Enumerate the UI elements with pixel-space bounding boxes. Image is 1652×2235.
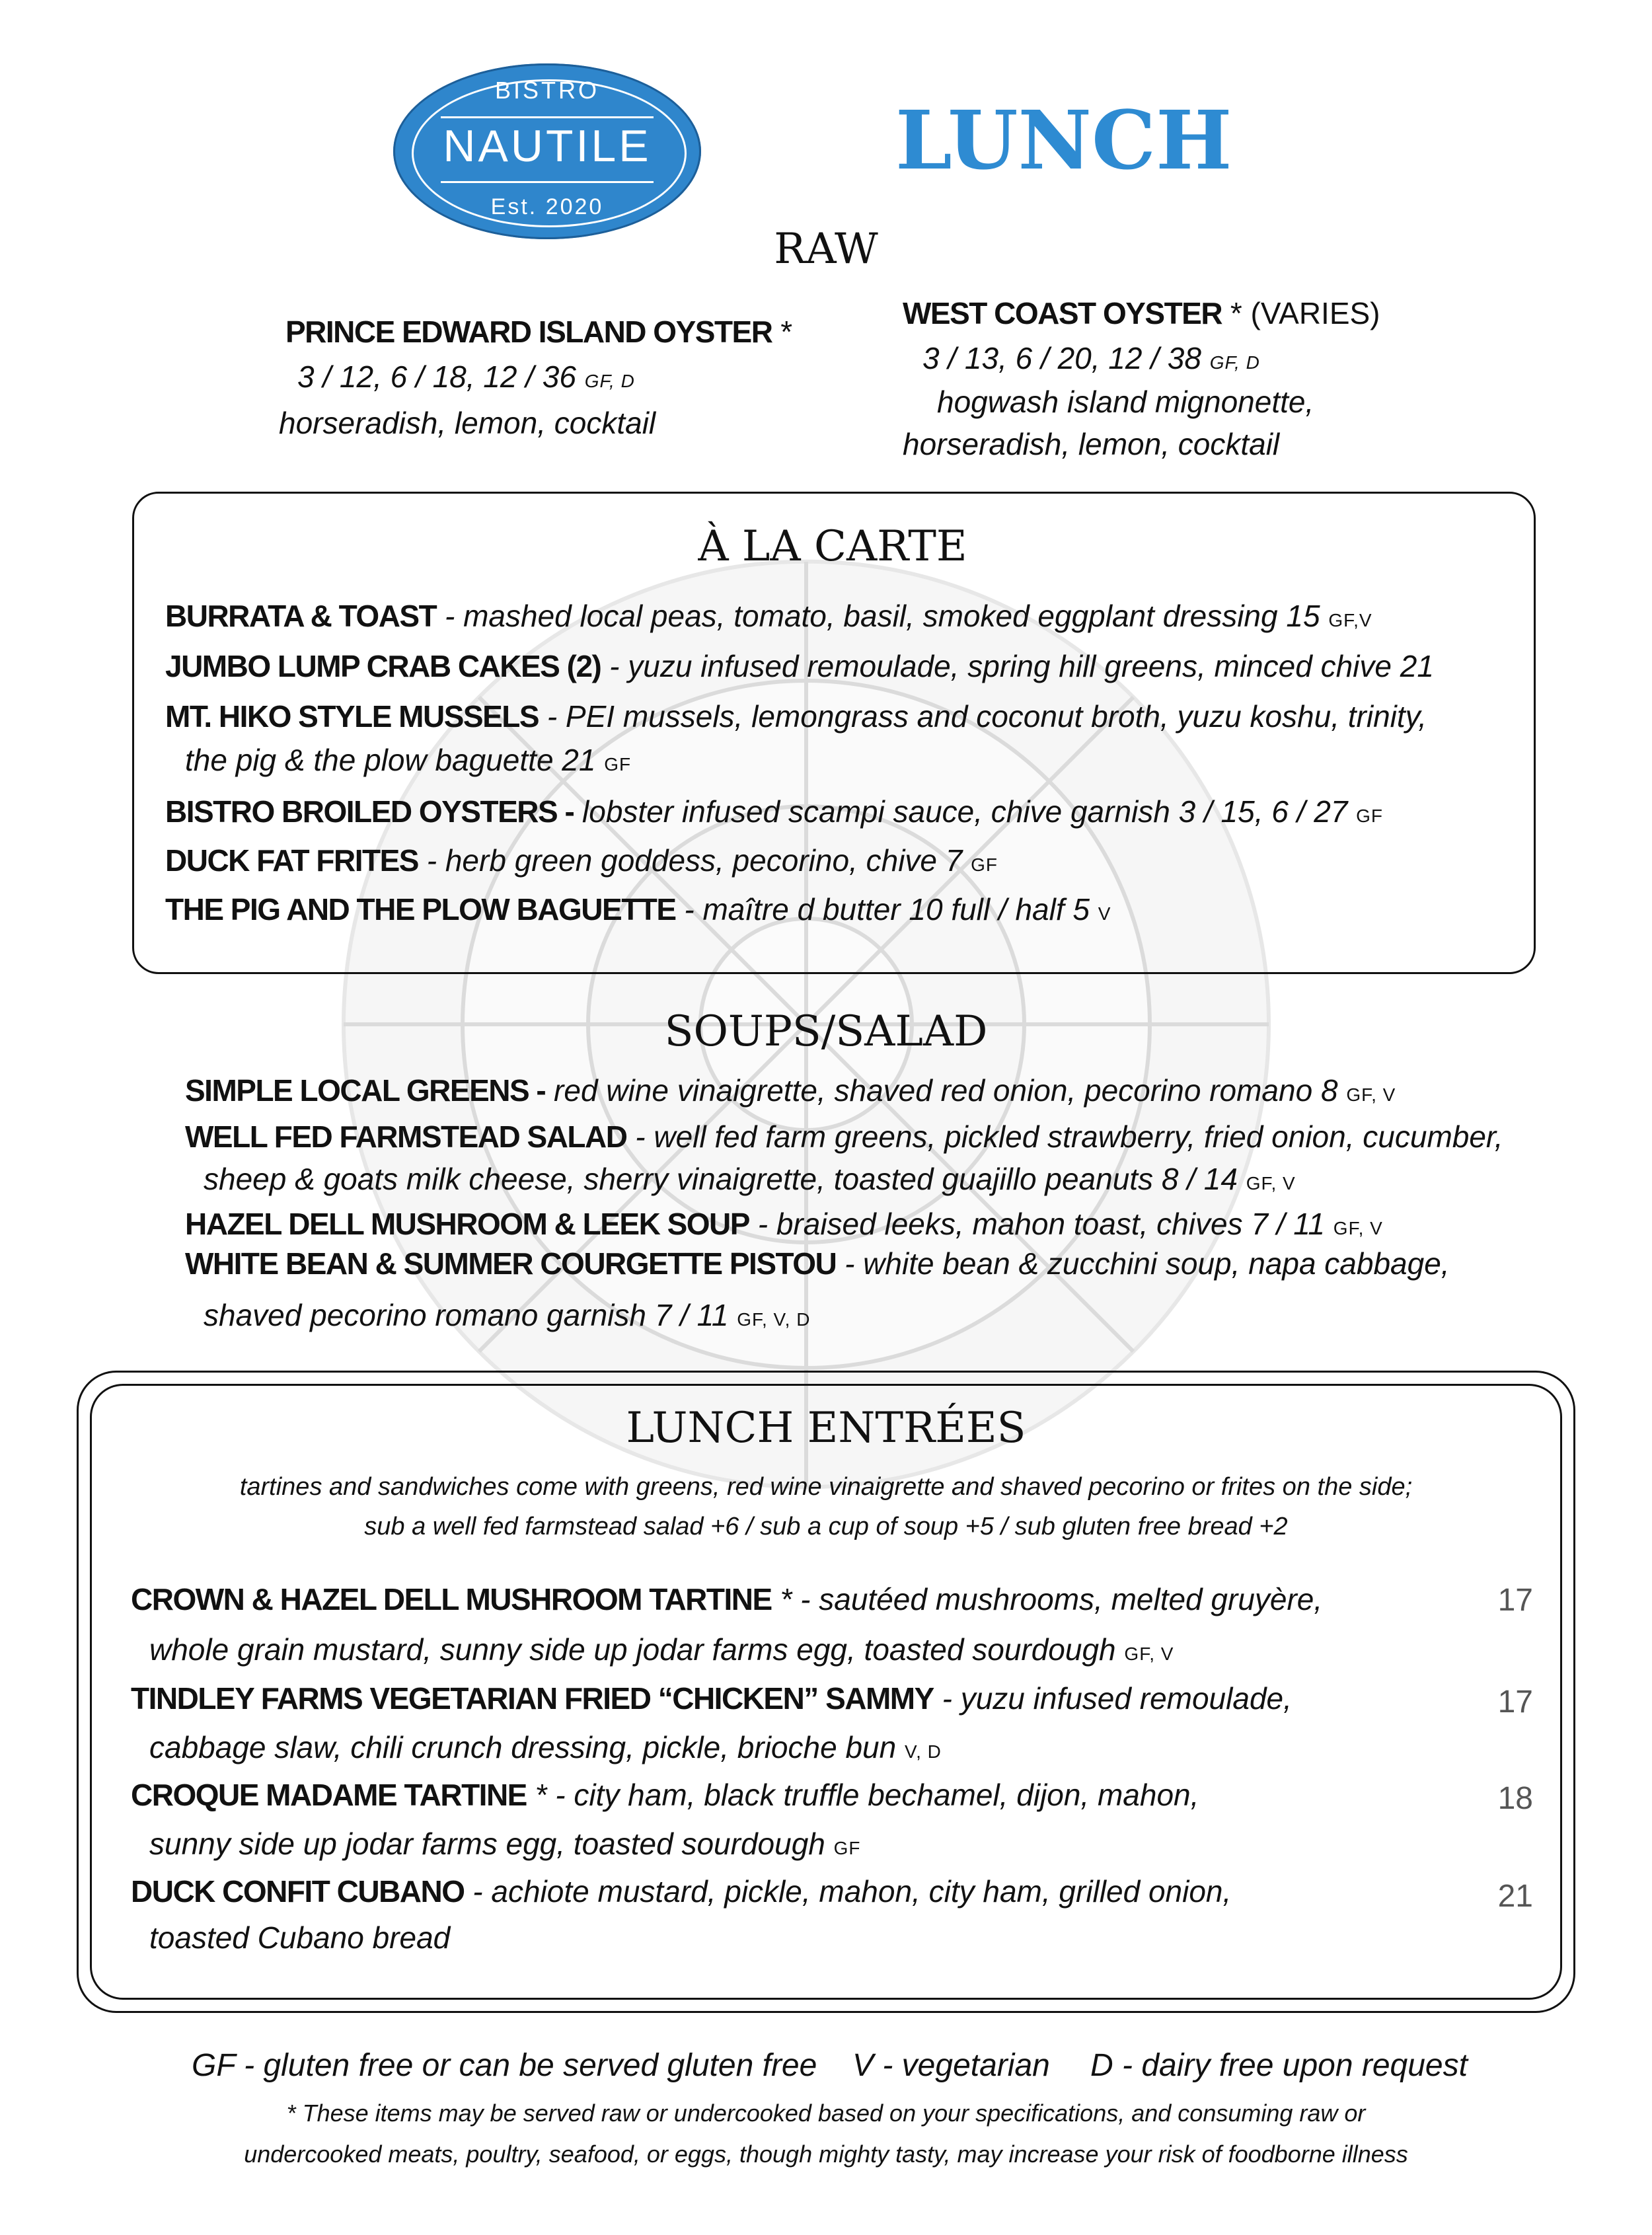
soups-salad-heading: SOUPS/SALAD	[664, 1007, 988, 1056]
item-tags: GF, V	[1333, 1218, 1383, 1238]
item-desc: * - city ham, black truffle bechamel, dijon, mahon,	[526, 1778, 1199, 1812]
west-oyster-title	[903, 293, 1380, 333]
item-desc: sunny side up jodar farms egg, toasted sourdough	[149, 1827, 825, 1861]
item-name: HAZEL DELL MUSHROOM & LEEK SOUP	[185, 1207, 749, 1241]
item-tags: GF	[604, 754, 632, 775]
item-desc: the pig & the plow baguette 21	[185, 743, 596, 777]
entrees-heading: LUNCH ENTRÉES	[626, 1404, 1026, 1453]
item-tags: GF, V	[1246, 1173, 1296, 1193]
item-tags: GF	[971, 854, 998, 875]
a-la-carte-heading: À LA CARTE	[698, 522, 967, 571]
legend-d: D - dairy free upon request	[1090, 2048, 1468, 2083]
menu-item	[165, 697, 1427, 736]
item-tags: GF	[1356, 806, 1384, 826]
item-price: 17	[1497, 1685, 1533, 1720]
item-name: CROQUE MADAME TARTINE	[131, 1778, 527, 1812]
legend-v: V - vegetarian	[852, 2048, 1050, 2083]
item-desc: - maître d butter 10 full / half 5	[675, 892, 1090, 927]
item-desc: - braised leeks, mahon toast, chives 7 / 11	[749, 1207, 1326, 1241]
menu-item	[165, 890, 1111, 934]
item-desc: - achiote mustard, pickle, mahon, city ham, grilled onion,	[464, 1874, 1232, 1909]
item-desc: - mashed local peas, tomato, basil, smoked eggplant dressing 15	[436, 599, 1320, 633]
item-desc: red wine vinaigrette, shaved red onion, pecorino romano 8	[545, 1073, 1338, 1108]
pei-oyster-title	[285, 312, 792, 352]
menu-item-cont	[204, 1159, 1296, 1203]
item-tags: GF	[833, 1838, 861, 1858]
west-prices-text: 3 / 13, 6 / 20, 12 / 38	[922, 341, 1201, 375]
item-name: WHITE BEAN & SUMMER COURGETTE PISTOU	[185, 1246, 837, 1281]
menu-item	[185, 1117, 1503, 1156]
logo-name-text: NAUTILE	[443, 121, 652, 171]
bistro-nautile-logo	[393, 63, 704, 242]
pei-oyster-desc: horseradish, lemon, cocktail	[279, 406, 656, 440]
item-name: WELL FED FARMSTEAD SALAD	[185, 1119, 627, 1154]
west-oyster-name: WEST COAST OYSTER	[903, 296, 1222, 330]
logo-est-text: Est. 2020	[490, 194, 604, 219]
west-oyster-star: * (VARIES)	[1222, 296, 1380, 330]
west-tags: GF, D	[1209, 352, 1260, 373]
raw-heading: RAW	[774, 225, 878, 274]
menu-item-cont	[149, 1824, 861, 1868]
item-desc: - white bean & zucchini soup, napa cabbage,	[836, 1246, 1450, 1281]
item-tags: V	[1098, 903, 1111, 924]
menu-item	[131, 1872, 1231, 1911]
menu-item-cont	[149, 1727, 942, 1772]
menu-item	[165, 646, 1434, 686]
item-desc: - well fed farm greens, pickled strawberry, fried onion, cucumber,	[626, 1119, 1503, 1154]
pei-oyster-name: PRINCE EDWARD ISLAND OYSTER	[285, 315, 772, 349]
item-name: DUCK FAT FRITES	[165, 843, 418, 878]
disclaimer-line-1: * These items may be served raw or undercooked based on your specifications, and consuming raw or	[286, 2100, 1366, 2127]
item-tags: GF, V	[1124, 1644, 1174, 1664]
item-desc: shaved pecorino romano garnish 7 / 11	[204, 1298, 729, 1332]
item-tags: GF, V	[1346, 1084, 1396, 1105]
item-desc: lobster infused scampi sauce, chive garnish 3 / 15, 6 / 27	[574, 794, 1348, 829]
item-price: 17	[1497, 1583, 1533, 1618]
menu-item	[165, 841, 998, 885]
menu-item	[131, 1679, 1292, 1718]
west-oyster-desc2: horseradish, lemon, cocktail	[903, 427, 1280, 461]
item-name: TINDLEY FARMS VEGETARIAN FRIED “CHICKEN” SAMMY	[131, 1681, 934, 1716]
logo-bistro-text: BISTRO	[494, 77, 599, 104]
item-desc: - yuzu infused remoulade, spring hill greens, minced chive 21	[601, 649, 1434, 683]
item-name: CROWN & HAZEL DELL MUSHROOM TARTINE	[131, 1582, 772, 1616]
menu-item-cont	[149, 1630, 1174, 1674]
item-name: MT. HIKO STYLE MUSSELS	[165, 699, 539, 734]
item-price: 21	[1497, 1879, 1533, 1914]
item-name: JUMBO LUMP CRAB CAKES (2)	[165, 649, 601, 683]
item-desc: sheep & goats milk cheese, sherry vinaigrette, toasted guajillo peanuts 8 / 14	[204, 1162, 1238, 1196]
pei-oyster-star: *	[772, 315, 793, 349]
item-desc: - herb green goddess, pecorino, chive 7	[418, 843, 963, 878]
item-desc: - yuzu infused remoulade,	[933, 1681, 1292, 1716]
menu-item	[131, 1775, 1199, 1815]
item-name: BURRATA & TOAST	[165, 599, 437, 633]
menu-item	[131, 1579, 1322, 1619]
menu-item	[185, 1204, 1383, 1248]
menu-item-cont	[185, 740, 631, 784]
pei-tags: GF, D	[584, 371, 635, 391]
item-name: SIMPLE LOCAL GREENS -	[185, 1073, 546, 1108]
entrees-note-1: tartines and sandwiches come with greens, red wine vinaigrette and shaved pecorino or frites on the side;	[239, 1473, 1413, 1501]
menu-item	[165, 792, 1383, 836]
item-tags: GF,V	[1328, 610, 1372, 630]
disclaimer-line-2: undercooked meats, poultry, seafood, or eggs, though mighty tasty, may increase your risk of foodborne illness	[244, 2140, 1408, 2168]
legend-gf: GF - gluten free or can be served gluten free	[192, 2048, 817, 2083]
item-name: DUCK CONFIT CUBANO	[131, 1874, 465, 1909]
item-name: THE PIG AND THE PLOW BAGUETTE	[165, 892, 676, 927]
item-desc: toasted Cubano bread	[149, 1920, 451, 1955]
west-oyster-desc1: hogwash island mignonette,	[937, 385, 1314, 419]
item-tags: V, D	[904, 1741, 942, 1762]
item-name: BISTRO BROILED OYSTERS -	[165, 794, 574, 829]
item-desc: * - sautéed mushrooms, melted gruyère,	[771, 1582, 1323, 1616]
menu-item-cont	[204, 1295, 810, 1340]
menu-item-cont	[149, 1918, 450, 1957]
entrees-note-2: sub a well fed farmstead salad +6 / sub a cup of soup +5 / sub gluten free bread +2	[364, 1513, 1288, 1540]
item-desc: cabbage slaw, chili crunch dressing, pickle, brioche bun	[149, 1730, 897, 1764]
page-title: LUNCH	[895, 93, 1232, 188]
item-price: 18	[1497, 1781, 1533, 1816]
menu-item	[165, 596, 1372, 640]
menu-item	[185, 1244, 1450, 1283]
menu-item	[185, 1071, 1396, 1115]
item-desc: whole grain mustard, sunny side up jodar farms egg, toasted sourdough	[149, 1632, 1116, 1667]
pei-oyster-prices	[297, 357, 635, 401]
west-oyster-prices	[922, 338, 1260, 383]
item-desc: - PEI mussels, lemongrass and coconut broth, yuzu koshu, trinity,	[539, 699, 1427, 734]
item-tags: GF, V, D	[737, 1309, 811, 1330]
pei-prices-text: 3 / 12, 6 / 18, 12 / 36	[297, 360, 576, 394]
